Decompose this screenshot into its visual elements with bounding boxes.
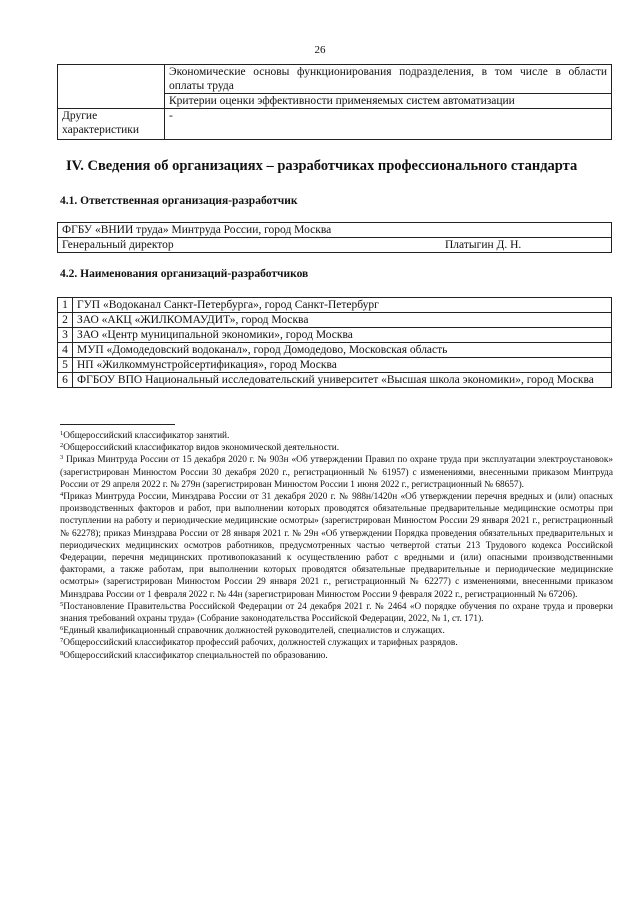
table-row xyxy=(58,298,612,313)
table-cell: Экономические основы функционирования подразделения, в том числе в области оплаты труда xyxy=(165,65,612,94)
developer-name: ЗАО «Центр муниципальной экономики», город Москва xyxy=(73,328,612,343)
empty-cell xyxy=(58,65,165,109)
footnote-text: Приказ Минтруда России от 15 декабря 2020 г. № 903н «Об утверждении Правил по охране труда при эксплуатации электроустановок» (зарегистрирован Минюстом России 30 декабря 2020 г., регистрационный № 61957) с изменениями, внесенными приказом Минтруда России от 29 апреля 2022 г. № 279н (зарегистрирован Минюстом России 1 июня 2022 г., регистрационный № 68657). xyxy=(60,455,613,490)
row-number: 5 xyxy=(58,358,73,373)
director-name: Платыгин Д. Н. xyxy=(445,239,522,251)
footnotes xyxy=(60,430,613,662)
responsible-org: ФГБУ «ВНИИ труда» Минтруда России, город Москва xyxy=(58,223,612,238)
footnote xyxy=(60,454,613,491)
section-title: IV. Сведения об организациях – разработчиках профессионального стандарта xyxy=(66,158,578,174)
footnote-mark: 3 xyxy=(60,454,64,462)
footnote xyxy=(60,442,613,454)
footnote-mark: 6 xyxy=(60,625,64,633)
footnote-text: Общероссийский классификатор видов экономической деятельности. xyxy=(63,443,340,454)
footnote xyxy=(60,625,613,637)
responsible-heading: 4.1. Ответственная организация-разработчик xyxy=(60,195,298,207)
footnote-text: Общероссийский классификатор профессий рабочих, должностей служащих и тарифных разрядов. xyxy=(63,638,458,649)
signature-row xyxy=(58,238,612,253)
footnote-text: Приказ Минтруда России, Минздрава России от 31 декабря 2020 г. № 988н/1420н «Об утверждении перечня вредных и (или) опасных производственных факторов и работ, при выполнении которых проводятся обязательные предварительные медицинские осмотры при поступлении на работу и периодические медицинские осмотры» (зарегистрирован Минюстом России 29 января 2021 г., регистрационный № 62278); приказ Минздрава России от 28 января 2021 г. № 29н «Об утверждении Порядка проведения обязательных предварительных и периодических медицинских осмотров работников, предусмотренных частью четвертой статьи 213 Трудового кодекса Российской Федерации, перечня медицинских противопоказаний к осуществлению работ с вредными и (или) опасными производственными факторами, а также работам, при выполнении которых проводятся обязательные предварительные и периодические медицинские осмотры» (зарегистрирован Минюстом России 29 января 2021 г., регистрационный № 62277) с изменениями, внесенными приказом Минздрава России от 1 февраля 2022 г. № 44н (зарегистрирован Минюстом России 9 февраля 2022 г., регистрационный № 67206). xyxy=(60,492,613,600)
table-row xyxy=(58,343,612,358)
footnote xyxy=(60,601,613,625)
footnote-mark: 4 xyxy=(60,491,64,499)
table-row xyxy=(58,373,612,388)
table-cell: Критерии оценки эффективности применяемых систем автоматизации xyxy=(165,94,612,109)
developers-heading: 4.2. Наименования организаций-разработчиков xyxy=(60,268,309,280)
row-number: 6 xyxy=(58,373,73,388)
footnote-text: Единый квалификационный справочник должностей руководителей, специалистов и служащих. xyxy=(63,626,445,637)
footnote xyxy=(60,430,613,442)
other-characteristics-label: Другие характеристики xyxy=(58,109,165,140)
other-characteristics-value: - xyxy=(165,109,612,140)
developer-name: МУП «Домодедовский водоканал», город Домодедово, Московская область xyxy=(73,343,612,358)
developer-name: ЗАО «АКЦ «ЖИЛКОМАУДИТ», город Москва xyxy=(73,313,612,328)
footnote xyxy=(60,650,613,662)
footnote-text: Постановление Правительства Российской Федерации от 24 декабря 2021 г. № 2464 «О порядке обучения по охране труда и проверки знания требований охраны труда» (Собрание законодательства Российской Федерации, 2022, № 1, ст. 171). xyxy=(60,601,613,625)
table-row xyxy=(58,238,612,253)
table-row xyxy=(58,313,612,328)
director-position: Генеральный директор xyxy=(62,239,174,251)
table-row xyxy=(58,358,612,373)
footnote-text: Общероссийский классификатор занятий. xyxy=(63,431,230,441)
developer-name: ФГБОУ ВПО Национальный исследовательский университет «Высшая школа экономики», город Москва xyxy=(73,373,612,388)
footnote-mark: 7 xyxy=(60,637,64,645)
footnote-mark: 5 xyxy=(60,600,64,608)
footnote xyxy=(60,637,613,649)
row-number: 1 xyxy=(58,298,73,313)
developer-name: НП «Жилкоммунстройсертификация», город Москва xyxy=(73,358,612,373)
footnote-divider xyxy=(60,424,175,425)
row-number: 3 xyxy=(58,328,73,343)
footnote-mark: 8 xyxy=(60,649,64,657)
table-row xyxy=(58,109,612,140)
table-row xyxy=(58,223,612,238)
developer-name: ГУП «Водоканал Санкт-Петербурга», город Санкт-Петербург xyxy=(73,298,612,313)
page-number: 26 xyxy=(314,44,326,56)
footnote xyxy=(60,491,613,601)
qualification-table xyxy=(57,64,612,140)
row-number: 4 xyxy=(58,343,73,358)
responsible-table xyxy=(57,222,612,253)
row-number: 2 xyxy=(58,313,73,328)
footnote-mark: 1 xyxy=(60,430,64,437)
footnote-text: Общероссийский классификатор специальностей по образованию. xyxy=(63,650,328,661)
footnote-mark: 2 xyxy=(60,442,64,450)
table-row xyxy=(58,65,612,94)
table-row xyxy=(58,328,612,343)
developers-table xyxy=(57,297,612,388)
